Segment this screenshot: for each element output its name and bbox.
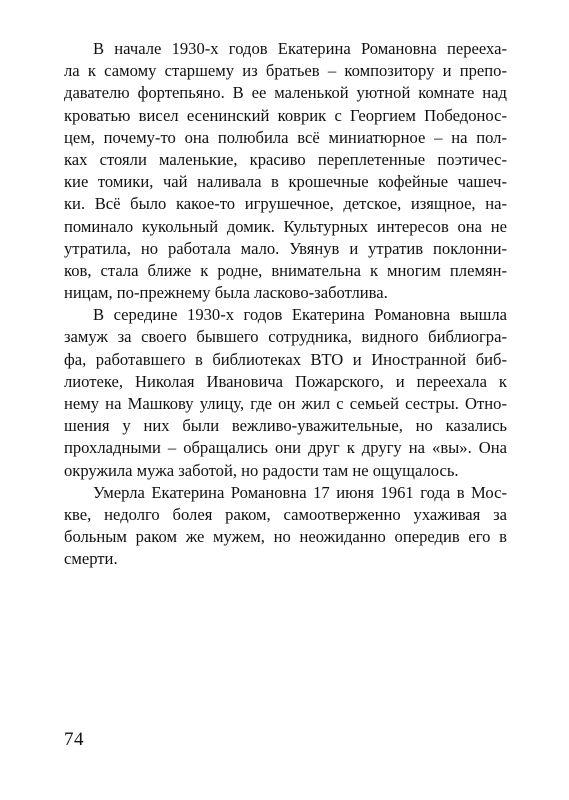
paragraph-1-line-10: утратила, но работала мало. Увянув и утратив поклонни- (64, 238, 507, 258)
paragraph-2-line-4: лиотеке, Николая Ивановича Пожарского, и переехала к (64, 371, 507, 391)
paragraph-2-line-8: окружила мужа заботой, но радости там не ощущалось. (64, 460, 459, 480)
paragraph-2-line-3: фа, работавшего в библиотеках ВТО и Иностранной биб- (64, 349, 507, 369)
paragraph-3-line-1: Умерла Екатерина Романовна 17 июня 1961 года в Мос- (93, 482, 507, 502)
paragraph-2-line-7: прохладными – обращались они друг к другу на «вы». Она (64, 438, 507, 458)
paragraph-1-line-1: В начале 1930-х годов Екатерина Романовна перееха- (93, 39, 507, 58)
paragraph-2-line-5: нему на Машкову улицу, где он жил с семьей сестры. Отно- (64, 394, 507, 413)
paragraph-2-line-6: шения у них были вежливо-уважительные, но казались (64, 416, 507, 436)
paragraph-1-line-9: поминало кукольный домик. Культурных интересов она не (64, 216, 507, 236)
body-text (64, 38, 507, 571)
paragraph-3-line-3: больным раком же мужем, но неожиданно опередив его в (64, 527, 507, 547)
paragraph-2-line-2: замуж за своего бывшего сотрудника, видного библиогра- (64, 327, 507, 347)
paragraph-1-line-3: давателю фортепьяно. В ее маленькой уютной комнате над (64, 83, 507, 103)
paragraph-1-line-12: ницам, по-прежнему была ласково-заботлива. (64, 283, 388, 303)
paragraph-1-line-5: цем, почему-то она полюбила всё миниатюрное – на пол- (64, 127, 507, 147)
paragraph-1-line-8: ки. Всё было какое-то игрушечное, детское, изящное, на- (64, 194, 507, 214)
paragraph-3-line-2: кве, недолго болея раком, самоотверженно ухаживая за (64, 504, 507, 524)
paragraph-3-line-4: смерти. (64, 549, 118, 569)
paragraph-2-line-1: В середине 1930-х годов Екатерина Романовна вышла (93, 305, 507, 325)
paragraph-1-line-2: ла к самому старшему из братьев – композитору и препо- (64, 61, 507, 81)
paragraph-1-line-7: кие томики, чай наливала в крошечные кофейные чашеч- (64, 172, 507, 192)
paragraph-1-line-4: кроватью висел есенинский коврик с Георгием Победонос- (64, 105, 507, 125)
paragraph-1-line-6: ках стояли маленькие, красиво переплетенные поэтичес- (64, 149, 507, 169)
page-number: 74 (64, 729, 84, 750)
paragraph-1-line-11: ков, стала ближе к родне, внимательна к многим племян- (64, 260, 507, 280)
